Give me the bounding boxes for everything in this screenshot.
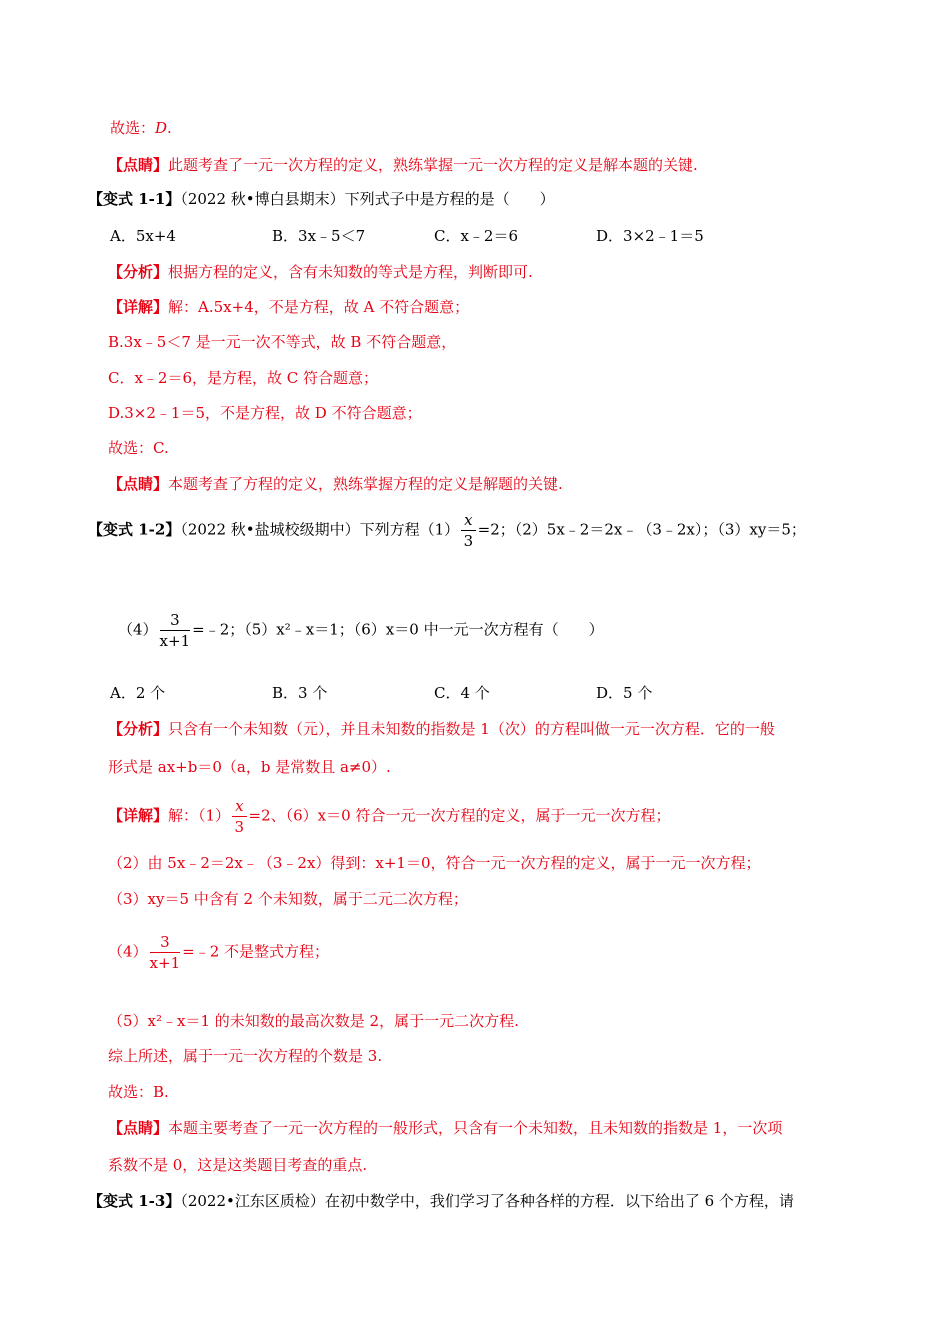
- fraction-3-over-x-plus-1: $\frac{3}{x+1}$: [159, 611, 191, 650]
- dianjing-1-2-line2: 系数不是 0，这是这类题目考查的重点.: [108, 1156, 368, 1174]
- fraction-x-over-3: $\frac{x}{3}$: [232, 796, 246, 837]
- dianjing-1-1: 【点睛】本题考查了方程的定义，熟练掌握方程的定义是解题的关键.: [108, 475, 563, 493]
- question-1-3: 【变式 1-3】（2022•江东区质检）在初中数学中，我们学习了各种各样的方程．以下给出了 6 个方程，请: [88, 1192, 794, 1210]
- detail-1-2-line5: （5）x²﹣x＝1 的未知数的最高次数是 2，属于一元二次方程.: [108, 1012, 519, 1030]
- options-1-1: [110, 226, 704, 246]
- fraction-x-over-3: $\frac{x}{3}$: [461, 510, 475, 551]
- answer-1-2: 故选：B.: [108, 1083, 169, 1101]
- question-1-2-line2: （4） $\frac{3}{x+1}$ =﹣2；（5）x²﹣x＝1；（6）x＝0 中一元一次方程有（ ）: [118, 611, 604, 650]
- detail-1-2-line4: （4） $\frac{3}{x+1}$ =﹣2 不是整式方程；: [108, 933, 330, 972]
- analysis-1-1: 【分析】根据方程的定义，含有未知数的等式是方程，判断即可.: [108, 263, 533, 281]
- summary-1-2: 综上所述，属于一元一次方程的个数是 3.: [108, 1047, 383, 1065]
- dianjing-1-2-line1: 【点睛】本题主要考查了一元一次方程的一般形式，只含有一个未知数，且未知数的指数是 1，一次项: [108, 1119, 783, 1137]
- option-c: C．x﹣2＝6: [434, 227, 519, 245]
- detail-1-2-line2: （2）由 5x﹣2＝2x﹣（3﹣2x）得到：x+1＝0，符合一元一次方程的定义，属于一元一次方程；: [108, 854, 761, 872]
- option-c: C．4 个: [434, 684, 490, 702]
- detail-1-1-line4: D.3×2﹣1＝5，不是方程，故 D 不符合题意；: [108, 404, 422, 422]
- option-a: A．5x+4: [110, 227, 176, 245]
- option-b: B．3 个: [272, 684, 328, 702]
- detail-1-1-line1: 【详解】解：A.5x+4，不是方程，故 A 不符合题意；: [108, 298, 470, 316]
- detail-1-2-line3: （3）xy＝5 中含有 2 个未知数，属于二元二次方程；: [108, 890, 468, 908]
- option-d: D．5 个: [596, 684, 653, 702]
- option-d: D．3×2﹣1＝5: [596, 227, 704, 245]
- analysis-1-2-line2: 形式是 ax+b＝0（a，b 是常数且 a≠0）.: [108, 758, 391, 776]
- detail-1-2-line1: 【详解】解：（1） $\frac{x}{3}$ =2、（6）x＝0 符合一元一次方程的定义，属于一元一次方程；: [108, 797, 671, 836]
- detail-1-1-line3: C．x﹣2＝6，是方程，故 C 符合题意；: [108, 369, 379, 387]
- fraction-3-over-x-plus-1: $\frac{3}{x+1}$: [149, 933, 181, 972]
- question-1-2: 【变式 1-2】（2022 秋•盐城校级期中）下列方程（1） $\frac{x}{3}$ =2；（2）5x﹣2＝2x﹣（3﹣2x）；（3）xy＝5；: [88, 511, 806, 550]
- analysis-1-2-line1: 【分析】只含有一个未知数（元），并且未知数的指数是 1（次）的方程叫做一元一次方程．它的一般: [108, 720, 775, 738]
- detail-1-1-line2: B.3x﹣5＜7 是一元一次不等式，故 B 不符合题意，: [108, 333, 457, 351]
- option-a: A．2 个: [110, 684, 166, 702]
- option-b: B．3x﹣5＜7: [272, 227, 366, 245]
- dianjing-top: 【点睛】此题考查了一元一次方程的定义，熟练掌握一元一次方程的定义是解本题的关键.: [108, 156, 698, 174]
- detail-1-1-line5: 故选：C.: [108, 439, 169, 457]
- answer-line-top: 故选：D.: [110, 119, 172, 137]
- options-1-2: [110, 683, 652, 703]
- question-1-1: 【变式 1-1】（2022 秋•博白县期末）下列式子中是方程的是（ ）: [88, 190, 555, 208]
